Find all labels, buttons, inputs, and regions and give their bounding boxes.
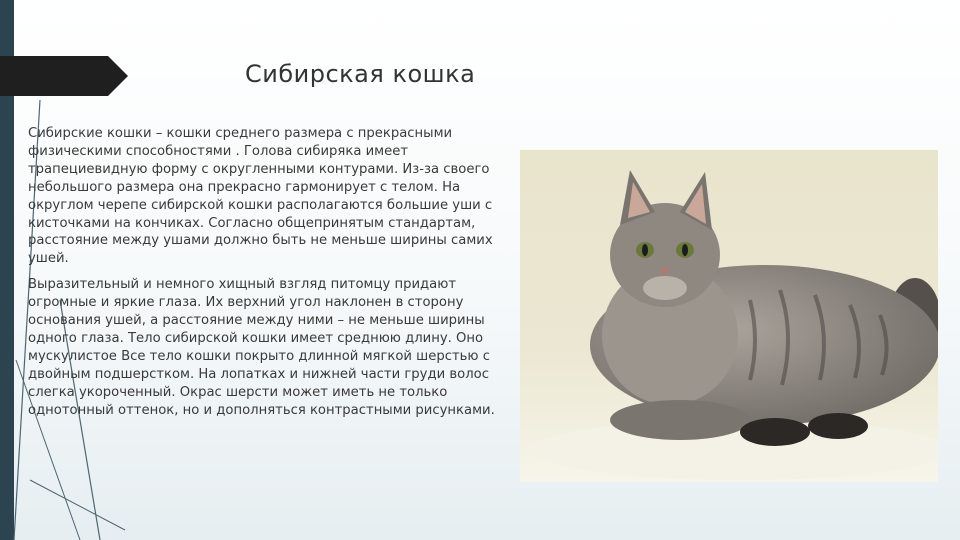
cat-pupil-right [682, 244, 688, 256]
cat-front-legs [610, 400, 750, 440]
cat-illustration [520, 150, 938, 482]
slide-body [28, 125, 516, 428]
paragraph-1: Сибирские кошки – кошки среднего размера с прекрасными физическими способностями . Голова сибиряка имеет трапециевидную форму с округленными контурами. Из-за своего небольшого размера она прекрасно гармонирует с телом. На округлом черепе сибирской кошки располагаются большие уши с кисточками на кончиках. Согласно общепринятым стандартам, расстояние между ушами должно быть не меньше ширины самих ушей. [28, 126, 493, 267]
cat-paw-left [740, 418, 810, 446]
decorative-line-3 [30, 480, 125, 530]
cat-muzzle [643, 276, 687, 300]
cat-photo [520, 150, 938, 482]
paragraph-2: Выразительный и немного хищный взгляд питомцу придают огромные и яркие глаза. Их верхний угол наклонен в сторону основания ушей, а расстояние между ними – не меньше ширины одного глаза. Тело сибирской кошки имеет среднюю длину. Оно мускулистое Все тело кошки покрыто длинной мягкой шерстью с двойным подшерстком. На лопатках и нижней части груди волос слегка укороченный. Окрас шерсти может иметь не только однотонный оттенок, но и дополняться контрастными рисунками. [28, 277, 495, 418]
cat-pupil-left [642, 244, 648, 256]
cat-paw-right [808, 413, 868, 439]
slide-title: Сибирская кошка [245, 60, 476, 88]
